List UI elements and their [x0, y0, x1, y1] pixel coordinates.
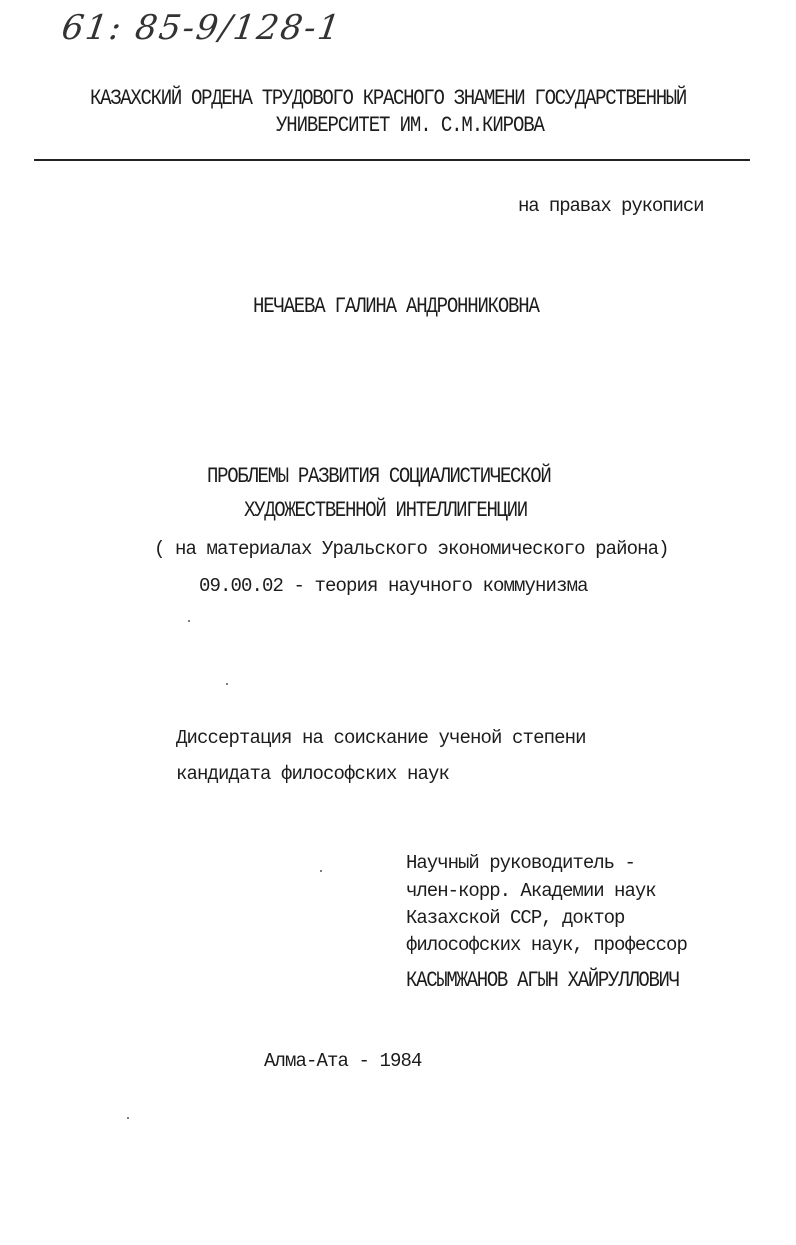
university-line-2: УНИВЕРСИТЕТ ИМ. С.М.КИРОВА [276, 112, 544, 138]
supervisor-line-3: Казахской ССР, доктор [406, 907, 625, 929]
specialty-code: 09.00.02 - теория научного коммунизма [199, 575, 588, 597]
author-name: НЕЧАЕВА ГАЛИНА АНДРОННИКОВНА [253, 293, 539, 319]
dissertation-subtitle: ( на материалах Уральского экономического района) [154, 538, 669, 560]
header-divider [34, 159, 750, 161]
dissertation-title-line-2: ХУДОЖЕСТВЕННОЙ ИНТЕЛЛИГЕНЦИИ [244, 497, 527, 523]
supervisor-line-1: Научный руководитель - [406, 852, 635, 874]
manuscript-note: на правах рукописи [518, 195, 704, 217]
university-line-1: КАЗАХСКИЙ ОРДЕНА ТРУДОВОГО КРАСНОГО ЗНАМЕНИ ГОСУДАРСТВЕННЫЙ [90, 85, 687, 111]
supervisor-line-4: философских наук, профессор [406, 934, 687, 956]
supervisor-line-2: член-корр. Академии наук [406, 880, 656, 902]
handwritten-archive-code: 61: 85-9/128-1 [59, 8, 345, 48]
scan-speck [226, 683, 228, 685]
dissertation-title-line-1: ПРОБЛЕМЫ РАЗВИТИЯ СОЦИАЛИСТИЧЕСКОЙ [207, 463, 551, 489]
supervisor-name: КАСЫМЖАНОВ АГЫН ХАЙРУЛЛОВИЧ [406, 967, 679, 993]
degree-line-2: кандидата философских наук [176, 763, 450, 785]
degree-line-1: Диссертация на соискание ученой степени [176, 727, 586, 749]
scan-speck [188, 620, 190, 622]
scan-speck [127, 1117, 129, 1119]
place-and-year: Алма-Ата - 1984 [264, 1050, 422, 1072]
scan-speck [320, 870, 322, 872]
